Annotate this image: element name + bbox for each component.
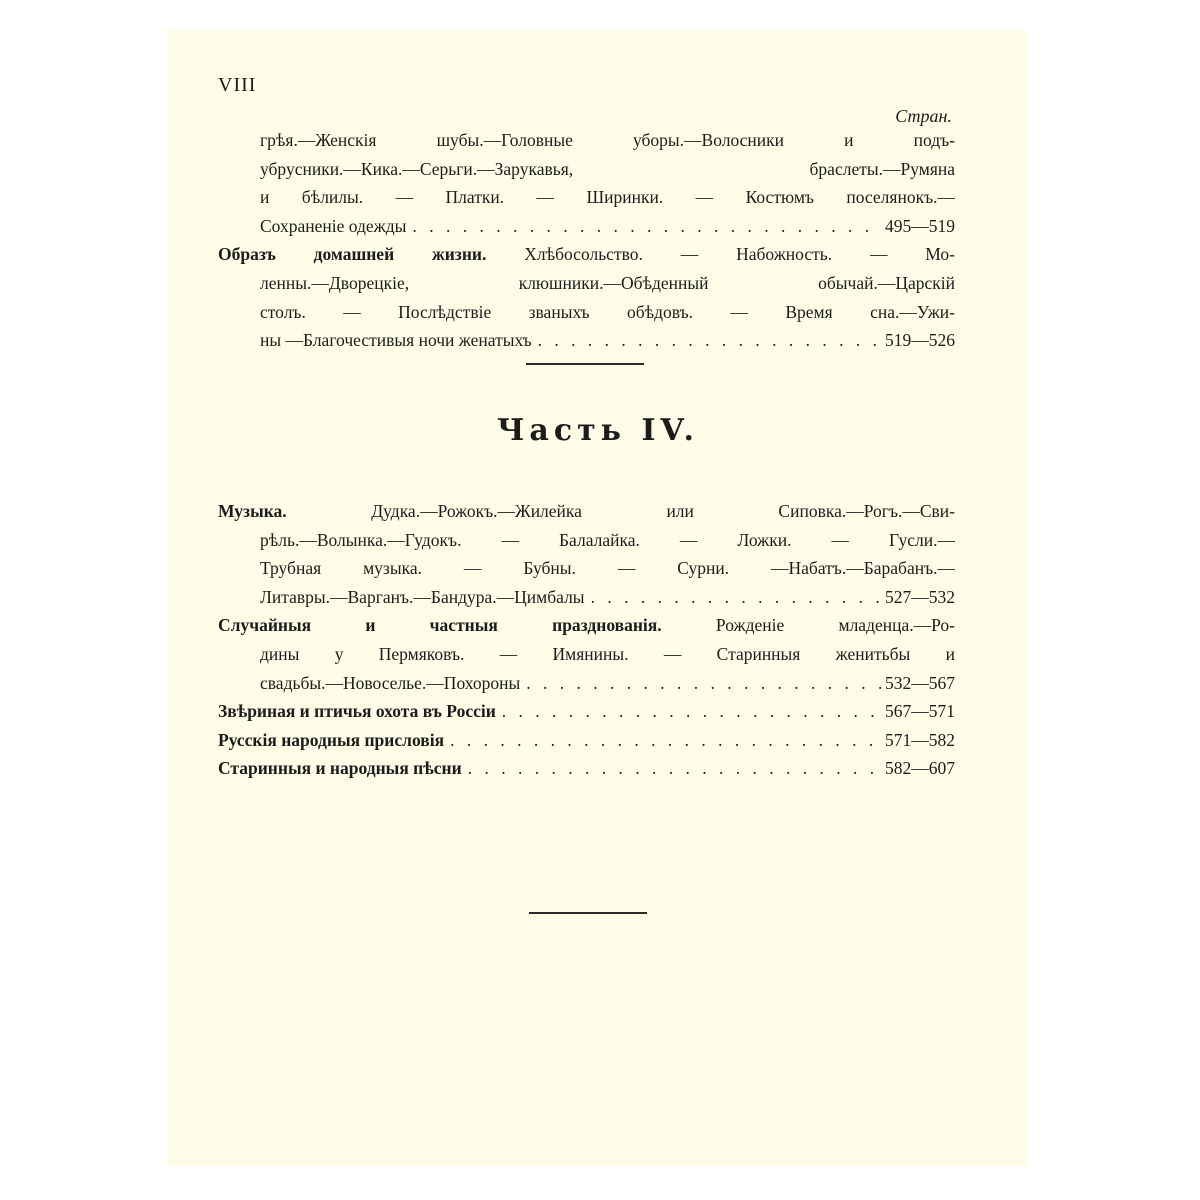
toc-line-text: ны —Благочестивыя ночи женатыхъ	[260, 330, 532, 351]
pages-column-header: Стран.	[895, 106, 952, 126]
toc-line-text: Литавры.—Варганъ.—Бандура.—Цимбалы	[260, 586, 585, 607]
entry-title: Образъ домашней жизни.	[218, 244, 487, 265]
toc-entry-hunting	[218, 697, 955, 726]
section-divider	[526, 363, 644, 365]
toc-entry-music	[218, 497, 955, 611]
toc-section-continued	[218, 126, 955, 355]
toc-section-part-four	[218, 497, 955, 783]
toc-line	[218, 611, 955, 640]
toc-line: Трубная музыка. — Бубны. — Сурни. —Набатъ.—Барабанъ.—	[260, 558, 955, 579]
toc-entry-clothing	[218, 126, 955, 240]
entry-title: Звѣриная и птичья охота въ Россіи	[218, 701, 496, 722]
toc-line	[218, 240, 955, 269]
toc-line: рѣль.—Волынка.—Гудокъ. — Балалайка. — Ложки. — Гусли.—	[260, 529, 955, 550]
page-range: 571—582	[885, 729, 955, 750]
toc-line-final	[218, 754, 955, 783]
toc-line-text: Сохраненіе одежды	[260, 215, 407, 236]
dot-leader	[468, 754, 881, 783]
entry-title: Русскія народныя присловія	[218, 729, 445, 750]
entry-text: Рожденіе младенца.—Ро-	[715, 615, 955, 636]
toc-entry-songs	[218, 754, 955, 783]
part-heading: Часть IV.	[496, 413, 699, 448]
toc-line: грѣя.—Женскія шубы.—Головные уборы.—Волосники и подъ-	[260, 130, 955, 150]
dot-leader	[526, 669, 881, 698]
toc-line-final	[218, 583, 955, 612]
page-range: 519—526	[885, 330, 955, 351]
page-range: 495—519	[885, 215, 955, 236]
dot-leader	[591, 583, 881, 612]
toc-line: столъ. — Послѣдствіе званыхъ обѣдовъ. — Время сна.—Ужи-	[260, 301, 955, 322]
closing-divider	[529, 912, 647, 914]
toc-entry-sayings	[218, 726, 955, 755]
entry-title: Музыка.	[218, 501, 287, 521]
toc-line-final	[218, 212, 955, 241]
entry-text: Хлѣбосольство. — Набожность. — Мо-	[524, 244, 955, 265]
toc-line-final	[218, 726, 955, 755]
page-range: 532—567	[885, 672, 955, 693]
toc-entry-celebrations	[218, 611, 955, 697]
toc-line-text: свадьбы.—Новоселье.—Похороны	[260, 672, 521, 693]
toc-line: и бѣлилы. — Платки. — Ширинки. — Костюмъ поселянокъ.—	[260, 187, 955, 208]
toc-line: убрусники.—Кика.—Серьги.—Зарукавья, браслеты.—Румяна	[260, 158, 955, 179]
entry-text: Дудка.—Рожокъ.—Жилейка или Сиповка.—Рогъ.—Сви-	[371, 501, 955, 521]
book-page	[168, 30, 1028, 1166]
toc-line-final	[218, 669, 955, 698]
toc-line: ленны.—Дворецкіе, клюшники.—Обѣденный обычай.—Царскій	[260, 272, 955, 293]
page-folio: VIII	[218, 74, 257, 96]
page-range: 582—607	[885, 758, 955, 779]
toc-line-final	[218, 326, 955, 355]
page-range: 527—532	[885, 586, 955, 607]
dot-leader	[450, 726, 881, 755]
entry-title: Старинныя и народныя пѣсни	[218, 758, 462, 779]
dot-leader	[412, 212, 881, 241]
toc-line-final	[218, 697, 955, 726]
page-range: 567—571	[885, 701, 955, 722]
toc-line: дины у Пермяковъ. — Имянины. — Старинныя женитьбы и	[260, 643, 955, 664]
entry-title: Случайныя и частныя празднованія.	[218, 615, 662, 636]
toc-entry-domestic-life	[218, 240, 955, 354]
dot-leader	[502, 697, 881, 726]
toc-line	[218, 497, 955, 526]
dot-leader	[538, 326, 881, 355]
